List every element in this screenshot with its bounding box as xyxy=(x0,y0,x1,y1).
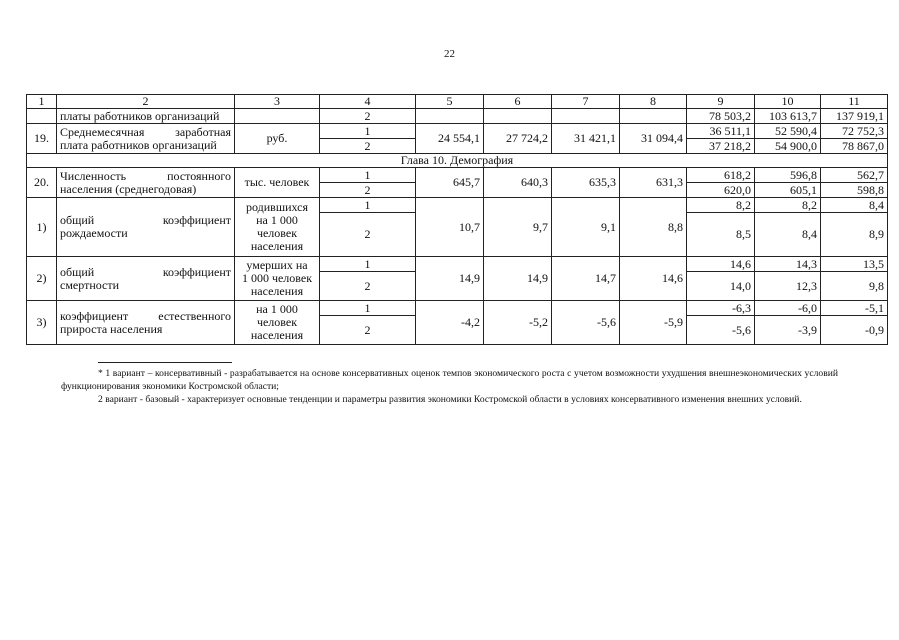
value-cell: -5,2 xyxy=(484,301,552,345)
row-number-cell: 3) xyxy=(27,301,57,345)
unit-cell: тыс. человек xyxy=(235,168,320,198)
value-cell: 24 554,1 xyxy=(416,124,484,154)
indicator-label-line: плата работников организаций xyxy=(60,137,217,152)
value-cell: 605,1 xyxy=(755,183,821,198)
value-cell: -5,6 xyxy=(552,301,620,345)
value-cell: 72 752,3 xyxy=(821,124,888,139)
unit-line: человек xyxy=(256,226,298,240)
unit-line: населения xyxy=(250,239,304,253)
header-cell: 4 xyxy=(320,95,416,109)
value-cell: 103 613,7 xyxy=(755,109,821,124)
table-row xyxy=(27,301,888,316)
value-cell: 8,9 xyxy=(821,213,888,257)
unit-line: на 1 000 xyxy=(256,302,298,316)
value-cell: 631,3 xyxy=(620,168,687,198)
value-cell: 645,7 xyxy=(416,168,484,198)
value-cell: -5,1 xyxy=(821,301,888,316)
variant-cell: 2 xyxy=(320,316,416,345)
variant-cell: 1 xyxy=(320,168,416,183)
chapter-heading: Глава 10. Демография xyxy=(27,154,888,168)
indicator-label-line: общий коэффициент xyxy=(60,213,231,227)
value-cell: -6,0 xyxy=(755,301,821,316)
value-cell: 14,7 xyxy=(552,257,620,301)
footnotes xyxy=(61,367,838,406)
row-number-cell: 2) xyxy=(27,257,57,301)
indicator-label: платы работников организаций xyxy=(57,109,235,124)
value-cell: 31 421,1 xyxy=(552,124,620,154)
header-cell: 3 xyxy=(235,95,320,109)
value-cell: 640,3 xyxy=(484,168,552,198)
value-cell: 598,8 xyxy=(821,183,888,198)
indicator-label-line: коэффициент естественного xyxy=(60,308,231,323)
row-number-cell: 19. xyxy=(27,124,57,154)
value-cell: 37 218,2 xyxy=(687,139,755,154)
header-cell: 2 xyxy=(57,95,235,109)
variant-cell: 2 xyxy=(320,109,416,124)
value-cell: 14,9 xyxy=(484,257,552,301)
indicator-label-line: рождаемости xyxy=(60,226,128,240)
value-cell: 14,0 xyxy=(687,272,755,301)
unit-cell xyxy=(235,198,320,257)
value-cell: 137 919,1 xyxy=(821,109,888,124)
unit-line: населения xyxy=(250,328,304,342)
value-cell: -5,6 xyxy=(687,316,755,345)
variant-cell: 2 xyxy=(320,139,416,154)
variant-cell: 1 xyxy=(320,198,416,213)
footnote-variant-1: * 1 вариант – консервативный - разрабатывается на основе консервативных оценок темпов экономического роста с учетом возможности ухудшения внешнеэкономических условий функционирования экономики Костромской области; xyxy=(61,368,838,392)
header-cell: 1 xyxy=(27,95,57,109)
variant-cell: 1 xyxy=(320,124,416,139)
indicator-label-line: смертности xyxy=(60,277,120,292)
value-cell: -5,9 xyxy=(620,301,687,345)
value-cell: 8,5 xyxy=(687,213,755,257)
unit-line: 1 000 человек xyxy=(241,271,313,285)
indicator-label-line: Среднемесячная заработная xyxy=(60,124,231,139)
value-cell: 13,5 xyxy=(821,257,888,272)
variant-cell: 1 xyxy=(320,301,416,316)
header-cell: 9 xyxy=(687,95,755,109)
unit-line: на 1 000 xyxy=(256,213,298,227)
footnote-variant-2: 2 вариант - базовый - характеризует основные тенденции и параметры развития экономики Костромской области в условиях консервативного изменения внешних условий. xyxy=(98,394,802,405)
indicator-label xyxy=(57,198,235,257)
value-cell: 14,9 xyxy=(416,257,484,301)
variant-cell: 1 xyxy=(320,257,416,272)
indicator-label-line: прироста населения xyxy=(60,321,163,336)
value-cell: 8,2 xyxy=(687,198,755,213)
value-cell: 8,8 xyxy=(620,198,687,257)
table-row xyxy=(27,109,888,124)
value-cell: 8,2 xyxy=(755,198,821,213)
value-cell: 14,3 xyxy=(755,257,821,272)
value-cell: 620,0 xyxy=(687,183,755,198)
unit-cell xyxy=(235,109,320,124)
value-cell: 27 724,2 xyxy=(484,124,552,154)
forecast-table xyxy=(26,94,888,345)
value-cell: 31 094,4 xyxy=(620,124,687,154)
value-cell: 10,7 xyxy=(416,198,484,257)
value-cell: 54 900,0 xyxy=(755,139,821,154)
indicator-label xyxy=(57,168,235,198)
unit-cell: руб. xyxy=(235,124,320,154)
unit-line: родившихся xyxy=(245,200,308,214)
unit-line: умерших на xyxy=(246,258,308,272)
header-cell: 8 xyxy=(620,95,687,109)
row-number-cell xyxy=(27,109,57,124)
header-cell: 5 xyxy=(416,95,484,109)
value-cell: 36 511,1 xyxy=(687,124,755,139)
table-row xyxy=(27,168,888,183)
value-cell: -3,9 xyxy=(755,316,821,345)
value-cell: 9,1 xyxy=(552,198,620,257)
value-cell: -0,9 xyxy=(821,316,888,345)
unit-line: населения xyxy=(250,284,304,298)
variant-cell: 2 xyxy=(320,213,416,257)
indicator-label-line: Численность постоянного xyxy=(60,168,231,183)
indicator-label-line: общий коэффициент xyxy=(60,264,231,279)
value-cell: 618,2 xyxy=(687,168,755,183)
value-cell: 8,4 xyxy=(755,213,821,257)
value-cell: 78 867,0 xyxy=(821,139,888,154)
variant-cell: 2 xyxy=(320,272,416,301)
indicator-label xyxy=(57,257,235,301)
header-cell: 7 xyxy=(552,95,620,109)
value-cell: 596,8 xyxy=(755,168,821,183)
header-cell: 6 xyxy=(484,95,552,109)
table-header-row xyxy=(27,95,888,109)
unit-cell xyxy=(235,257,320,301)
indicator-label xyxy=(57,301,235,345)
table-row xyxy=(27,124,888,139)
header-cell: 10 xyxy=(755,95,821,109)
value-cell: 12,3 xyxy=(755,272,821,301)
table-row xyxy=(27,198,888,213)
value-cell: 9,7 xyxy=(484,198,552,257)
header-cell: 11 xyxy=(821,95,888,109)
unit-cell xyxy=(235,301,320,345)
value-cell: 78 503,2 xyxy=(687,109,755,124)
value-cell: 14,6 xyxy=(620,257,687,301)
value-cell: 8,4 xyxy=(821,198,888,213)
variant-cell: 2 xyxy=(320,183,416,198)
value-cell: -4,2 xyxy=(416,301,484,345)
unit-line: человек xyxy=(256,315,298,329)
footnote-divider xyxy=(98,362,232,363)
value-cell xyxy=(484,109,552,124)
page-number: 22 xyxy=(444,48,455,60)
value-cell: -6,3 xyxy=(687,301,755,316)
table-row xyxy=(27,257,888,272)
value-cell xyxy=(620,109,687,124)
value-cell: 52 590,4 xyxy=(755,124,821,139)
indicator-label-line: населения (среднегодовая) xyxy=(60,181,197,196)
row-number-cell: 20. xyxy=(27,168,57,198)
value-cell xyxy=(552,109,620,124)
value-cell: 562,7 xyxy=(821,168,888,183)
chapter-heading-row xyxy=(27,154,888,168)
value-cell: 14,6 xyxy=(687,257,755,272)
indicator-label xyxy=(57,124,235,154)
value-cell: 9,8 xyxy=(821,272,888,301)
row-number-cell: 1) xyxy=(27,198,57,257)
value-cell: 635,3 xyxy=(552,168,620,198)
value-cell xyxy=(416,109,484,124)
